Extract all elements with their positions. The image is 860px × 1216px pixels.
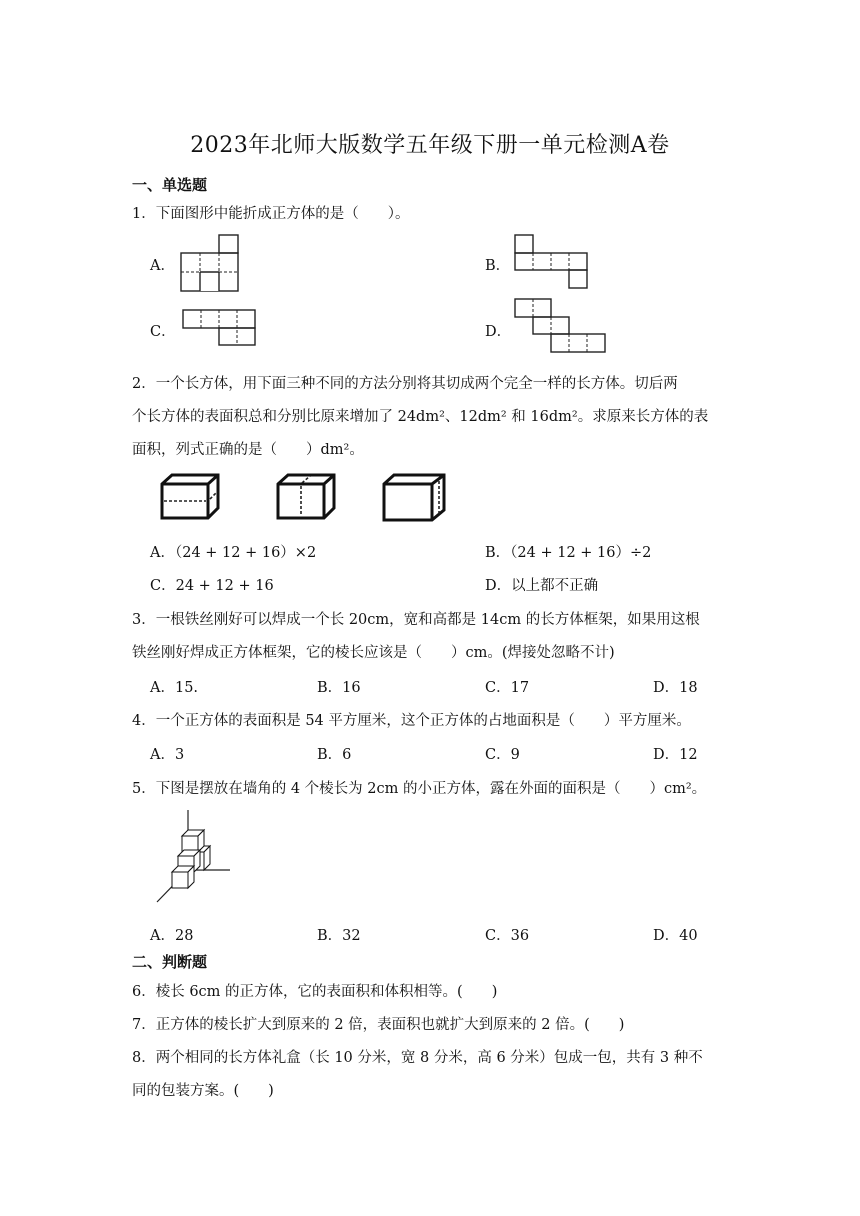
question-3-line-1: 3．一根铁丝刚好可以焊成一个长 20cm，宽和高都是 14cm 的长方体框架，如果用这根 <box>132 612 700 628</box>
question-2-cuboid-cut-depth <box>382 472 448 522</box>
question-2-option-a: A．（24 + 12 + 16）×2 <box>150 545 317 561</box>
question-2-cuboid-cut-horizontal <box>160 472 222 520</box>
question-8-line-1: 8．两个相同的长方体礼盒（长 10 分米，宽 8 分米，高 6 分米）包成一包，共有 3 种不 <box>132 1050 703 1066</box>
question-5-option-a: A．28 <box>150 928 194 944</box>
question-4-option-b: B．6 <box>317 747 352 763</box>
question-5-stem: 5．下图是摆放在墙角的 4 个棱长为 2cm 的小正方体，露在外面的面积是（ ）cm²。 <box>132 781 707 797</box>
question-2-line-1: 2．一个长方体，用下面三种不同的方法分别将其切成两个完全一样的长方体。切后两 <box>132 376 678 392</box>
section-heading-true-false: 二、判断题 <box>132 953 208 971</box>
question-5-corner-cubes-figure <box>155 810 235 905</box>
question-4-option-c: C．9 <box>485 747 520 763</box>
question-3-option-b: B．16 <box>317 680 361 696</box>
question-1-net-c <box>182 309 258 347</box>
question-1-option-d-label: D． <box>485 324 512 340</box>
question-2-line-3: 面积，列式正确的是（ ）dm²。 <box>132 442 364 458</box>
question-1-net-a <box>180 234 240 292</box>
question-2-line-2: 个长方体的表面积总和分别比原来增加了 24dm²、12dm² 和 16dm²。求原来长方体的表 <box>132 409 709 425</box>
question-2-cuboid-cut-vertical <box>276 472 338 520</box>
question-5-option-b: B．32 <box>317 928 361 944</box>
question-1-option-a-label: A． <box>150 258 175 274</box>
question-5-option-c: C．36 <box>485 928 530 944</box>
question-3-option-c: C．17 <box>485 680 530 696</box>
question-2-option-c: C．24 + 12 + 16 <box>150 578 274 594</box>
question-1-net-b <box>514 234 590 290</box>
question-6: 6．棱长 6cm 的正方体，它的表面积和体积相等。( ) <box>132 984 498 1000</box>
question-8-line-2: 同的包装方案。( ) <box>132 1083 274 1099</box>
question-3-option-a: A．15. <box>150 680 199 696</box>
question-5-option-d: D．40 <box>653 928 698 944</box>
question-1-option-c-label: C． <box>150 324 176 340</box>
question-2-option-b: B．（24 + 12 + 16）÷2 <box>485 545 652 561</box>
question-1-stem: 1．下面图形中能折成正方体的是（ ）。 <box>132 206 410 222</box>
question-4-option-a: A．3 <box>150 747 185 763</box>
question-1-net-d <box>514 298 608 356</box>
page-title: 2023年北师大版数学五年级下册一单元检测A卷 <box>190 133 670 158</box>
question-1-option-b-label: B． <box>485 258 511 274</box>
question-2-option-d: D．以上都不正确 <box>485 578 599 594</box>
question-4-option-d: D．12 <box>653 747 698 763</box>
question-7: 7．正方体的棱长扩大到原来的 2 倍，表面积也就扩大到原来的 2 倍。( ) <box>132 1017 625 1033</box>
section-heading-single-choice: 一、单选题 <box>132 176 208 194</box>
question-3-line-2: 铁丝刚好焊成正方体框架，它的棱长应该是（ ）cm。(焊接处忽略不计) <box>132 645 615 661</box>
question-4-stem: 4．一个正方体的表面积是 54 平方厘米，这个正方体的占地面积是（ ）平方厘米。 <box>132 713 691 729</box>
question-3-option-d: D．18 <box>653 680 698 696</box>
